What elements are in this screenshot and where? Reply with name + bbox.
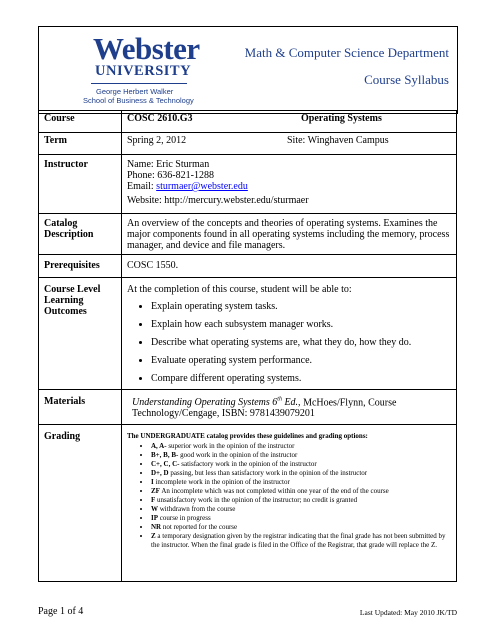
book-title	[132, 397, 301, 408]
logo-university-text: UNIVERSITY	[95, 63, 192, 79]
list-item	[151, 478, 451, 487]
materials-label: Materials	[39, 390, 122, 425]
grade-code: F	[151, 496, 156, 504]
instructor-email	[127, 181, 451, 192]
list-item	[151, 532, 451, 550]
instructor-website: Website: http://mercury.webster.edu/sturmaer	[127, 195, 309, 206]
course-name: Operating Systems	[301, 113, 382, 124]
book-details: McHoes/Flynn, Course Technology/Cengage, ISBN: 9781439079201	[132, 397, 397, 420]
instructor-label: Instructor	[39, 155, 122, 214]
logo-school-line2: School of Business & Technology	[83, 96, 194, 105]
grade-code: D+, D	[151, 469, 169, 477]
grading-intro: The UNDERGRADUATE catalog provides these guidelines and grading options:	[127, 432, 368, 440]
outcomes-list	[127, 301, 451, 384]
list-item	[151, 487, 451, 496]
list-item	[151, 523, 451, 532]
materials-value	[122, 390, 457, 425]
grade-code: ZF	[151, 487, 160, 495]
outcomes-intro: At the completion of this course, student will be able to:	[127, 284, 352, 295]
book-title-end: Ed.,	[281, 397, 301, 409]
grading-row	[39, 425, 457, 582]
course-label: Course	[39, 111, 122, 133]
list-item: • Explain how each subsystem manager works.	[151, 319, 451, 330]
grade-description: incomplete work in the opinion of the instructor	[153, 478, 290, 486]
list-item	[151, 505, 451, 514]
grade-description: a temporary designation given by the registrar indicating that the final grade has not been submitted by the instructor. When the final grade is filed in the Office of the Registrar, that grade will replace the Z.	[151, 532, 446, 549]
course-row	[39, 111, 457, 133]
list-item	[151, 460, 451, 469]
grade-description: satisfactory work in the opinion of the instructor	[179, 460, 317, 468]
book-title-text: Understanding Operating Systems 6	[132, 397, 278, 409]
list-item: • Evaluate operating system performance.	[151, 355, 451, 366]
list-item: • Describe what operating systems are, what they do, how they do.	[151, 337, 451, 348]
prereq-row	[39, 255, 457, 278]
catalog-row	[39, 214, 457, 255]
term-site: Site: Winghaven Campus	[287, 135, 389, 146]
instructor-value	[122, 155, 457, 214]
list-item	[151, 469, 451, 478]
course-value	[122, 111, 457, 133]
grade-code: IP	[151, 514, 158, 522]
grading-label: Grading	[39, 425, 122, 582]
logo-divider	[91, 83, 187, 84]
term-row	[39, 133, 457, 155]
grade-description: good work in the opinion of the instructor	[178, 451, 298, 459]
list-item	[151, 496, 451, 505]
catalog-text: An overview of the concepts and theories of operating systems. Examines the major components found in all operating systems including the memory, process manager, and device and file managers.	[122, 214, 457, 255]
grade-description: not reported for the course	[161, 523, 238, 531]
grade-code: NR	[151, 523, 162, 531]
prereq-value: COSC 1550.	[122, 255, 457, 278]
grade-description: withdrawn from the course	[158, 505, 236, 513]
term-label: Term	[39, 133, 122, 155]
course-code: COSC 2610.G3	[127, 113, 193, 124]
list-item: • Explain operating system tasks.	[151, 301, 451, 312]
book-edition-sup: th	[277, 397, 282, 403]
logo-webster-text: Webster	[93, 31, 200, 66]
term-value	[122, 133, 457, 155]
grade-code: W	[151, 505, 158, 513]
grade-description: superior work in the opinion of the instructor	[166, 442, 295, 450]
last-updated: Last Updated: May 2010 JK/TD	[359, 608, 457, 617]
email-link[interactable]: sturmaer@webster.edu	[156, 181, 248, 192]
instructor-row	[39, 155, 457, 214]
term-date: Spring 2, 2012	[127, 135, 187, 146]
list-item	[151, 451, 451, 460]
outcomes-value	[122, 278, 457, 390]
grade-description: passing, but less than satisfactory work in the opinion of the instructor	[168, 469, 368, 477]
grade-code: Z	[151, 532, 156, 540]
logo-school-line1: George Herbert Walker	[96, 87, 174, 96]
list-item	[151, 514, 451, 523]
grade-code: B+, B, B-	[151, 451, 179, 459]
header-box	[38, 26, 458, 114]
page-number: Page 1 of 4	[38, 606, 84, 617]
grading-list	[127, 442, 451, 550]
prereq-label: Prerequisites	[39, 255, 122, 278]
instructor-name: Name: Eric Sturman	[127, 159, 210, 170]
outcomes-row	[39, 278, 457, 390]
grade-code: C+, C, C-	[151, 460, 180, 468]
syllabus-table	[38, 110, 457, 582]
materials-row	[39, 390, 457, 425]
instructor-phone: Phone: 636-821-1288	[127, 170, 214, 181]
grade-code: I	[151, 478, 154, 486]
grade-description: unsatisfactory work in the opinion of the instructor; no credit is granted	[155, 496, 358, 504]
outcomes-label: Course Level Learning Outcomes	[39, 278, 122, 390]
email-label: Email:	[127, 181, 157, 192]
grading-value	[122, 425, 457, 582]
grade-description: course in progress	[158, 514, 211, 522]
department-title: Math & Computer Science Department	[244, 45, 449, 60]
grade-description: An incomplete which was not completed within one year of the end of the course	[159, 487, 389, 495]
list-item: • Compare different operating systems.	[151, 373, 451, 384]
grade-code: A, A-	[151, 442, 167, 450]
document-type: Course Syllabus	[364, 72, 449, 87]
catalog-label: Catalog Description	[39, 214, 122, 255]
list-item	[151, 442, 451, 451]
